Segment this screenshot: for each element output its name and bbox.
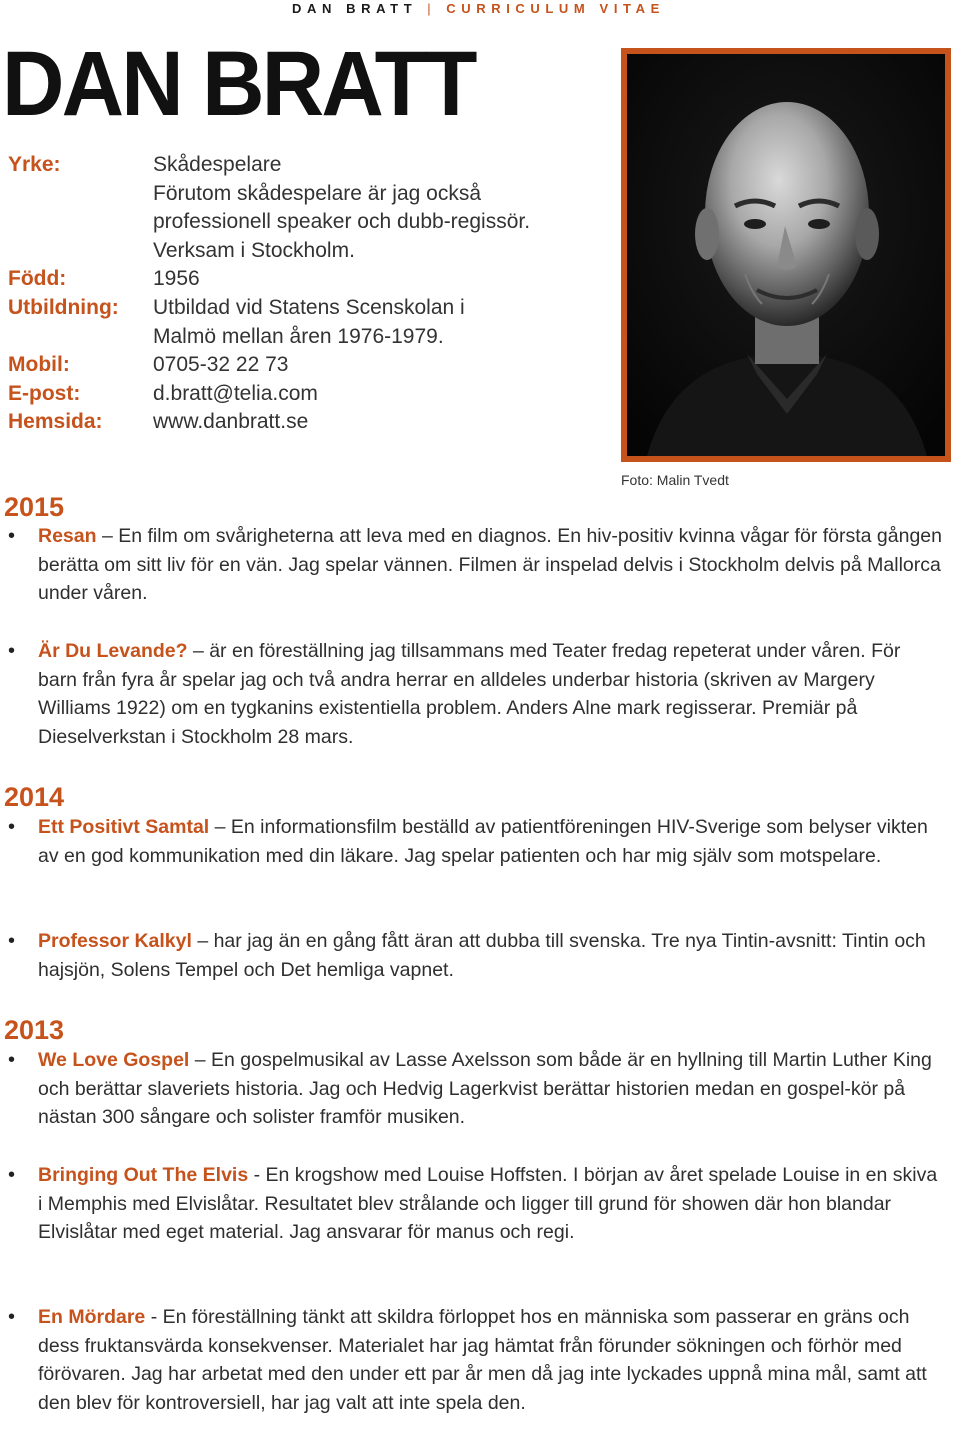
bullet: • <box>8 1306 16 1328</box>
value-mobil: 0705-32 22 73 <box>153 353 289 377</box>
label-fodd: Född: <box>8 267 67 291</box>
entry-ett-positivt-samtal <box>8 813 943 870</box>
value-hemsida[interactable]: www.danbratt.se <box>153 410 309 434</box>
portrait-photo <box>627 54 945 456</box>
entry-title: Ett Positivt Samtal <box>38 816 210 838</box>
yrke-line: Förutom skådespelare är jag också <box>153 181 481 205</box>
entry-title: Bringing Out The Elvis <box>38 1164 249 1186</box>
entry-ar-du-levande <box>8 637 943 751</box>
entry-text: – En film om svårigheterna att leva med en diagnos. En hiv-positiv kvinna vågar för första gången berätta om sitt liv för en vän. Jag spelar vännen. Filmen är inspelad delvis i Stockholm delvis på Mallorca under våren. <box>38 525 942 605</box>
entry-resan <box>8 522 943 608</box>
entry-title: We Love Gospel <box>38 1049 190 1071</box>
portrait-photo-frame <box>621 48 951 462</box>
entry-bringing-out-the-elvis <box>8 1161 943 1247</box>
bullet: • <box>8 1164 16 1186</box>
entry-title: Resan <box>38 525 97 547</box>
value-yrke <box>153 151 530 265</box>
bullet: • <box>8 930 16 952</box>
header-doc-type: CURRICULUM VITAE <box>446 1 665 16</box>
utbildning-line: Utbildad vid Statens Scenskolan i <box>153 295 465 319</box>
entry-title: Professor Kalkyl <box>38 930 192 952</box>
label-epost: E-post: <box>8 381 81 405</box>
info-row-epost <box>8 380 530 409</box>
info-row-mobil <box>8 351 530 380</box>
value-fodd: 1956 <box>153 267 200 291</box>
info-row-hemsida <box>8 408 530 437</box>
bullet: • <box>8 525 16 547</box>
entry-title: En Mördare <box>38 1306 146 1328</box>
info-row-yrke <box>8 151 530 265</box>
photo-credit: Foto: Malin Tvedt <box>621 472 729 488</box>
label-utbildning: Utbildning: <box>8 295 119 319</box>
entry-text: – är en föreställning jag tillsammans med Teater fredag repeterat under våren. För barn från fyra år spelar jag och två andra herrar en alldeles underbar historia (skriven av Margery Williams 1922) om en tygkanins existentiella problem. Anders Alne mark regisserar. Premiär på Dieselverkstan i Stockholm 28 mars. <box>38 640 901 748</box>
entry-text: - En föreställning tänkt att skildra förloppet hos en människa som passerar en gräns och dess fruktansvärda konsekvenser. Materialet har jag hämtat från förunder sökningen och förhör med förövaren. Jag har arbetat med den under ett par år men då jag inte lyckades uppnå mina mål, samt att den blev för kontroversiell, har jag valt att inte spela den. <box>38 1306 927 1414</box>
year-heading-2015: 2015 <box>4 492 65 522</box>
entry-title: Är Du Levande? <box>38 640 188 662</box>
label-mobil: Mobil: <box>8 353 70 377</box>
yrke-line: professionell speaker och dubb-regissör. <box>153 210 531 234</box>
utbildning-line: Malmö mellan åren 1976-1979. <box>153 324 444 348</box>
entry-text: – En gospelmusikal av Lasse Axelsson som både är en hyllning till Martin Luther King och berättar slaveriets historia. Jag och Hedvig Lagerkvist berättar historien medan en gospel-kör på nästan 300 sångare och solister framför musiken. <box>38 1049 932 1129</box>
value-utbildning <box>153 294 465 351</box>
year-heading-2014: 2014 <box>4 782 65 812</box>
entry-text: – har jag än en gång fått äran att dubba till svenska. Tre nya Tintin-avsnitt: Tintin och hajsjön, Solens Tempel och Det hemliga vapnet. <box>38 930 926 981</box>
header-name: DAN BRATT <box>292 1 418 16</box>
label-yrke: Yrke: <box>8 153 61 176</box>
page-title: DAN BRATT <box>2 33 475 135</box>
entry-professor-kalkyl <box>8 927 943 984</box>
year-heading-2013: 2013 <box>4 1015 65 1045</box>
info-row-utbildning <box>8 294 530 351</box>
info-row-fodd <box>8 265 530 294</box>
entry-en-mordare <box>8 1303 943 1417</box>
yrke-line: Verksam i Stockholm. <box>153 238 355 262</box>
header-separator: | <box>427 1 437 16</box>
entry-text: – En informationsfilm beställd av patientföreningen HIV-Sverige som belyser vikten av en god kommunikation med din läkare. Jag spelar patienten och har mig själv som motspelare. <box>38 816 928 867</box>
personal-info <box>8 151 530 437</box>
value-epost[interactable]: d.bratt@telia.com <box>153 381 318 405</box>
entry-text: - En krogshow med Louise Hoffsten. I början av året spelade Louise in en skiva i Memphis med Elvislåtar. Resultatet blev strålande och ligger till grund för showen där hon blandar Elvislåtar med eget material. Jag ansvarar för manus och regi. <box>38 1164 938 1244</box>
entry-we-love-gospel <box>8 1046 943 1132</box>
bullet: • <box>8 816 16 838</box>
yrke-line: Skådespelare <box>153 153 282 176</box>
running-header <box>292 1 665 16</box>
portrait-image <box>627 54 945 456</box>
label-hemsida: Hemsida: <box>8 410 103 434</box>
bullet: • <box>8 640 16 662</box>
bullet: • <box>8 1049 16 1071</box>
